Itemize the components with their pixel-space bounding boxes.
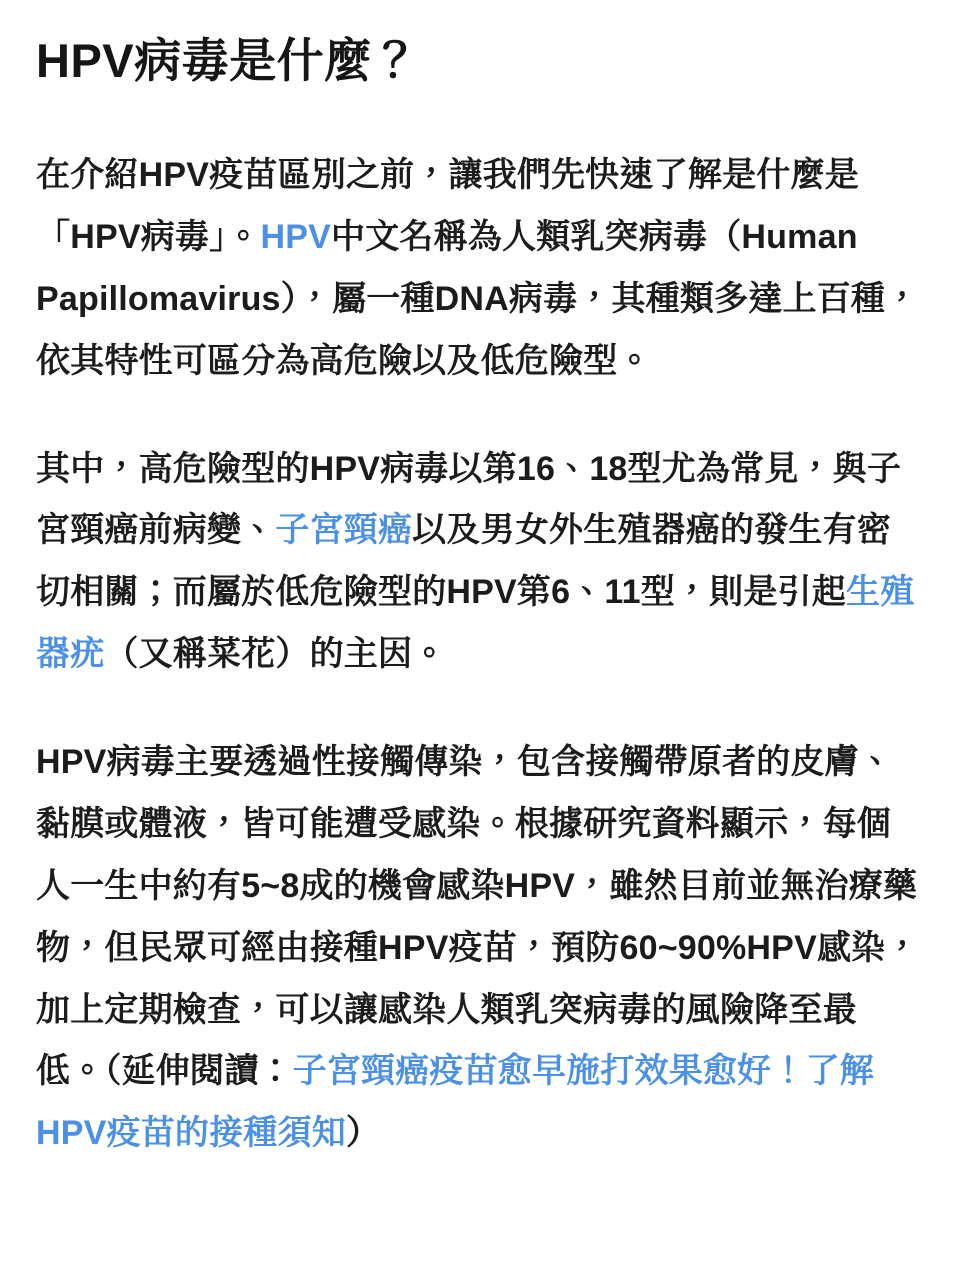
paragraph-text: HPV病毒主要透過性接觸傳染，包含接觸帶原者的皮膚、黏膜或體液，皆可能遭受感染。根據研究資料顯示，每個人一生中約有5~8成的機會感染HPV，雖然目前並無治療藥物，但民眾可經由接種HPV疫苗，預防60~90%HPV感染，加上定期檢查，可以讓感染人類乳突病毒的風險降至最低。（延伸閱讀： (36, 743, 920, 1091)
paragraph-text: 在介紹HPV疫苗區別之前，讓我們先快速了解是什麼是「HPV病毒」。 (36, 156, 859, 256)
paragraph-transmission (36, 732, 925, 1165)
link-hpv[interactable]: HPV (260, 217, 332, 256)
paragraph-intro (36, 145, 925, 393)
paragraph-text: 其中，高危險型的HPV病毒以第16、18型尤為常見，與子宮頸癌前病變、 (36, 449, 902, 550)
link-vaccine-further-reading[interactable]: 子宮頸癌疫苗愈早施打效果愈好！了解HPV疫苗的接種須知 (36, 1052, 875, 1153)
paragraph-types (36, 439, 925, 687)
paragraph-text: （又稱菜花）的主因。 (104, 635, 447, 674)
paragraph-text: ） (345, 1114, 381, 1153)
page-title: HPV病毒是什麼？ (36, 34, 420, 87)
link-cervical-cancer[interactable]: 子宮頸癌 (275, 511, 413, 550)
link-genital-warts[interactable]: 生殖器疣 (36, 573, 915, 674)
paragraph-text: 以及男女外生殖器癌的發生有密切相關；而屬於低危險型的HPV第6、11型，則是引起 (36, 511, 892, 612)
paragraph-text: 中文名稱為人類乳突病毒（Human Papillomavirus），屬一種DNA病毒，其種類多達上百種，依其特性可區分為高危險以及低危險型。 (36, 217, 920, 380)
